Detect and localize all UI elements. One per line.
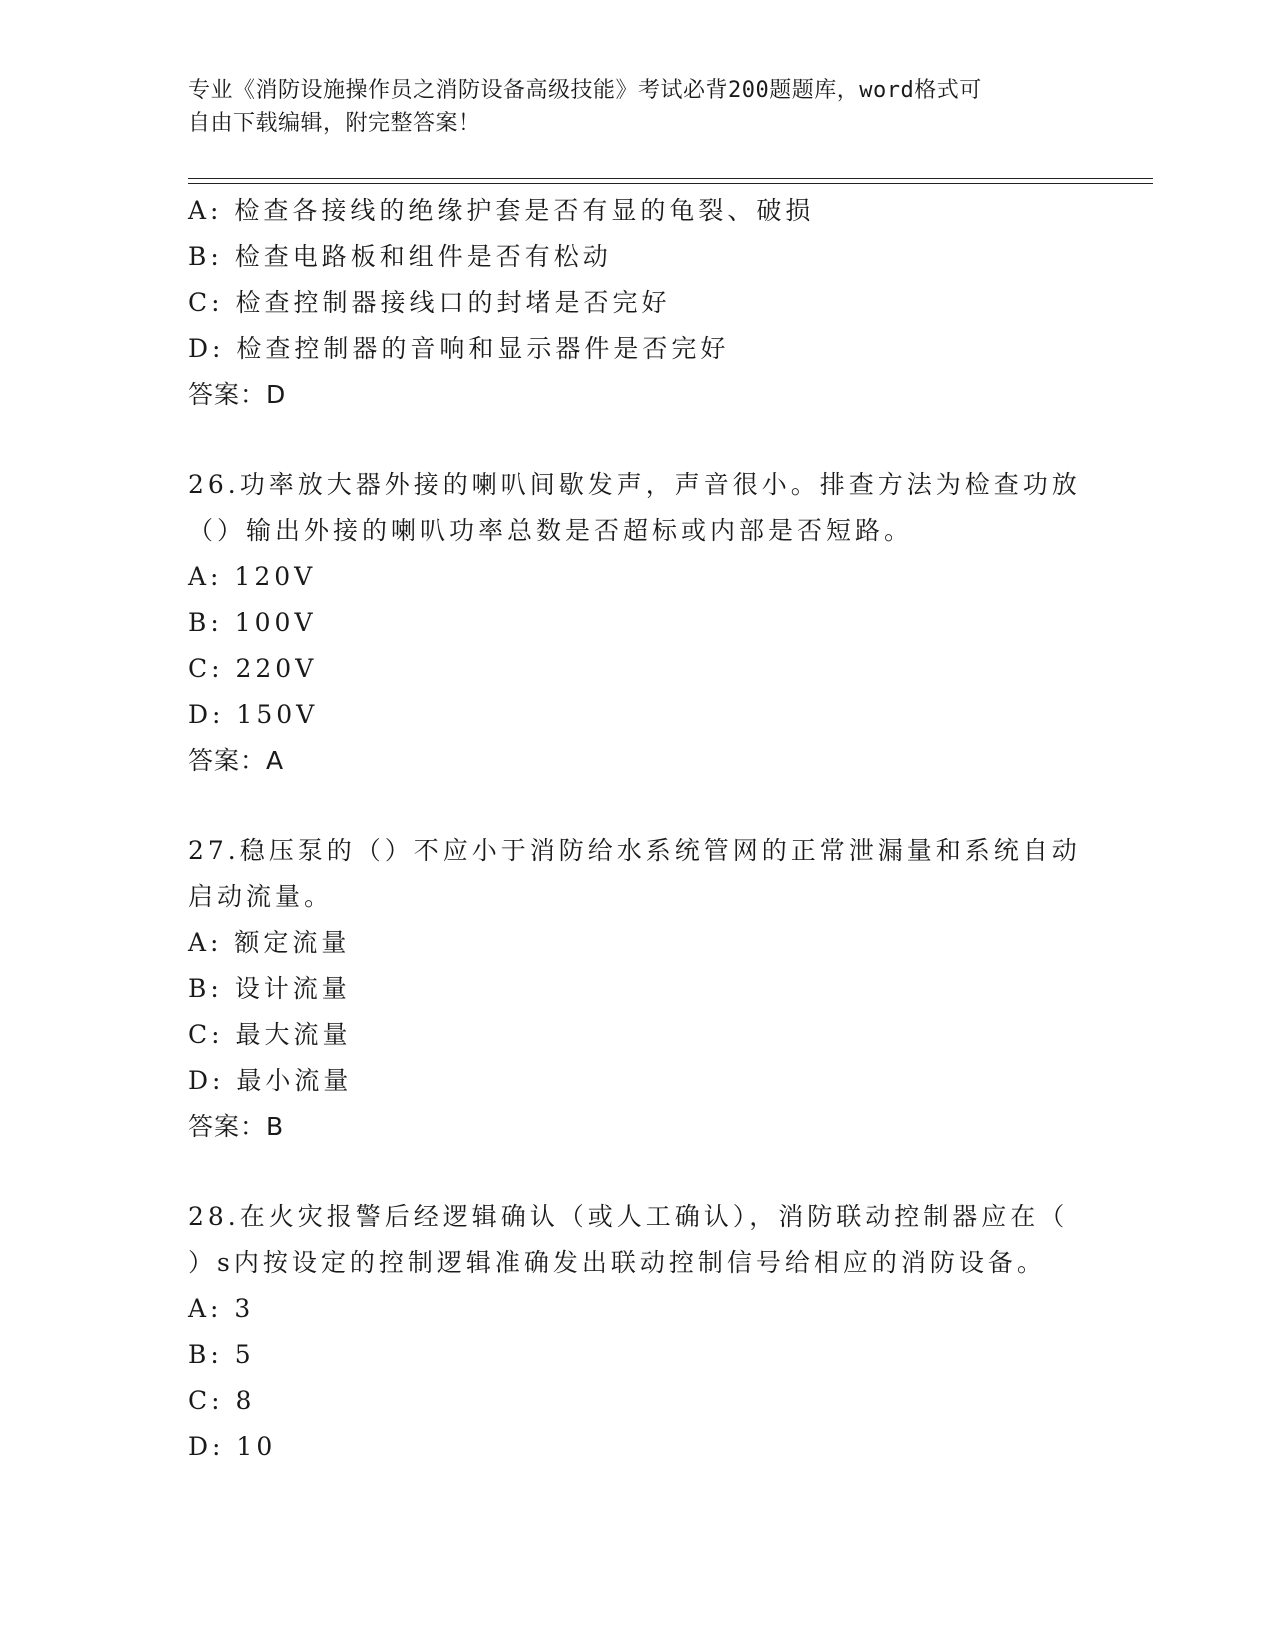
answer: 答案：D (188, 380, 287, 409)
question-stem-line-2: 启动流量。 (188, 882, 334, 911)
option-c: C: 最大流量 (188, 1020, 352, 1049)
option-b: B: 设计流量 (188, 974, 351, 1003)
question-content (188, 188, 1088, 1470)
question-stem-line-1: 27.稳压泵的（）不应小于消防给水系统管网的正常泄漏量和系统自动 (188, 836, 1081, 865)
document-header (188, 74, 1088, 140)
answer: 答案：A (188, 746, 285, 775)
question-25-continuation (188, 188, 1088, 418)
option-d: D: 150V (188, 700, 319, 729)
question-stem-line-1: 28.在火灾报警后经逻辑确认（或人工确认），消防联动控制器应在（ (188, 1202, 1069, 1231)
header-line-1: 专业《消防设施操作员之消防设备高级技能》考试必背200题题库，word格式可 (188, 78, 982, 103)
question-28 (188, 1194, 1088, 1470)
option-c: C: 220V (188, 654, 318, 683)
option-b: B: 5 (188, 1340, 255, 1369)
option-a: A: 检查各接线的绝缘护套是否有显的龟裂、破损 (188, 196, 815, 225)
question-stem-line-2: （）输出外接的喇叭功率总数是否超标或内部是否短路。 (188, 516, 914, 545)
answer: 答案：B (188, 1112, 285, 1141)
spacer (188, 418, 1088, 462)
option-d: D: 最小流量 (188, 1066, 353, 1095)
option-c: C: 检查控制器接线口的封堵是否完好 (188, 288, 671, 317)
question-stem-line-2: ）s内按设定的控制逻辑准确发出联动控制信号给相应的消防设备。 (188, 1248, 1046, 1277)
option-b: B: 100V (188, 608, 317, 637)
option-d: D: 10 (188, 1432, 277, 1461)
question-27 (188, 828, 1088, 1150)
option-c: C: 8 (188, 1386, 256, 1415)
option-a: A: 120V (188, 562, 317, 591)
header-divider-bottom (188, 183, 1153, 184)
option-d: D: 检查控制器的音响和显示器件是否完好 (188, 334, 730, 363)
option-a: A: 3 (188, 1294, 255, 1323)
option-b: B: 检查电路板和组件是否有松动 (188, 242, 612, 271)
header-divider-top (188, 178, 1153, 179)
header-line-2: 自由下载编辑，附完整答案！ (188, 111, 481, 136)
spacer (188, 1150, 1088, 1194)
option-a: A: 额定流量 (188, 928, 351, 957)
question-26 (188, 462, 1088, 784)
spacer (188, 784, 1088, 828)
question-stem-line-1: 26.功率放大器外接的喇叭间歇发声，声音很小。排查方法为检查功放 (188, 470, 1081, 499)
